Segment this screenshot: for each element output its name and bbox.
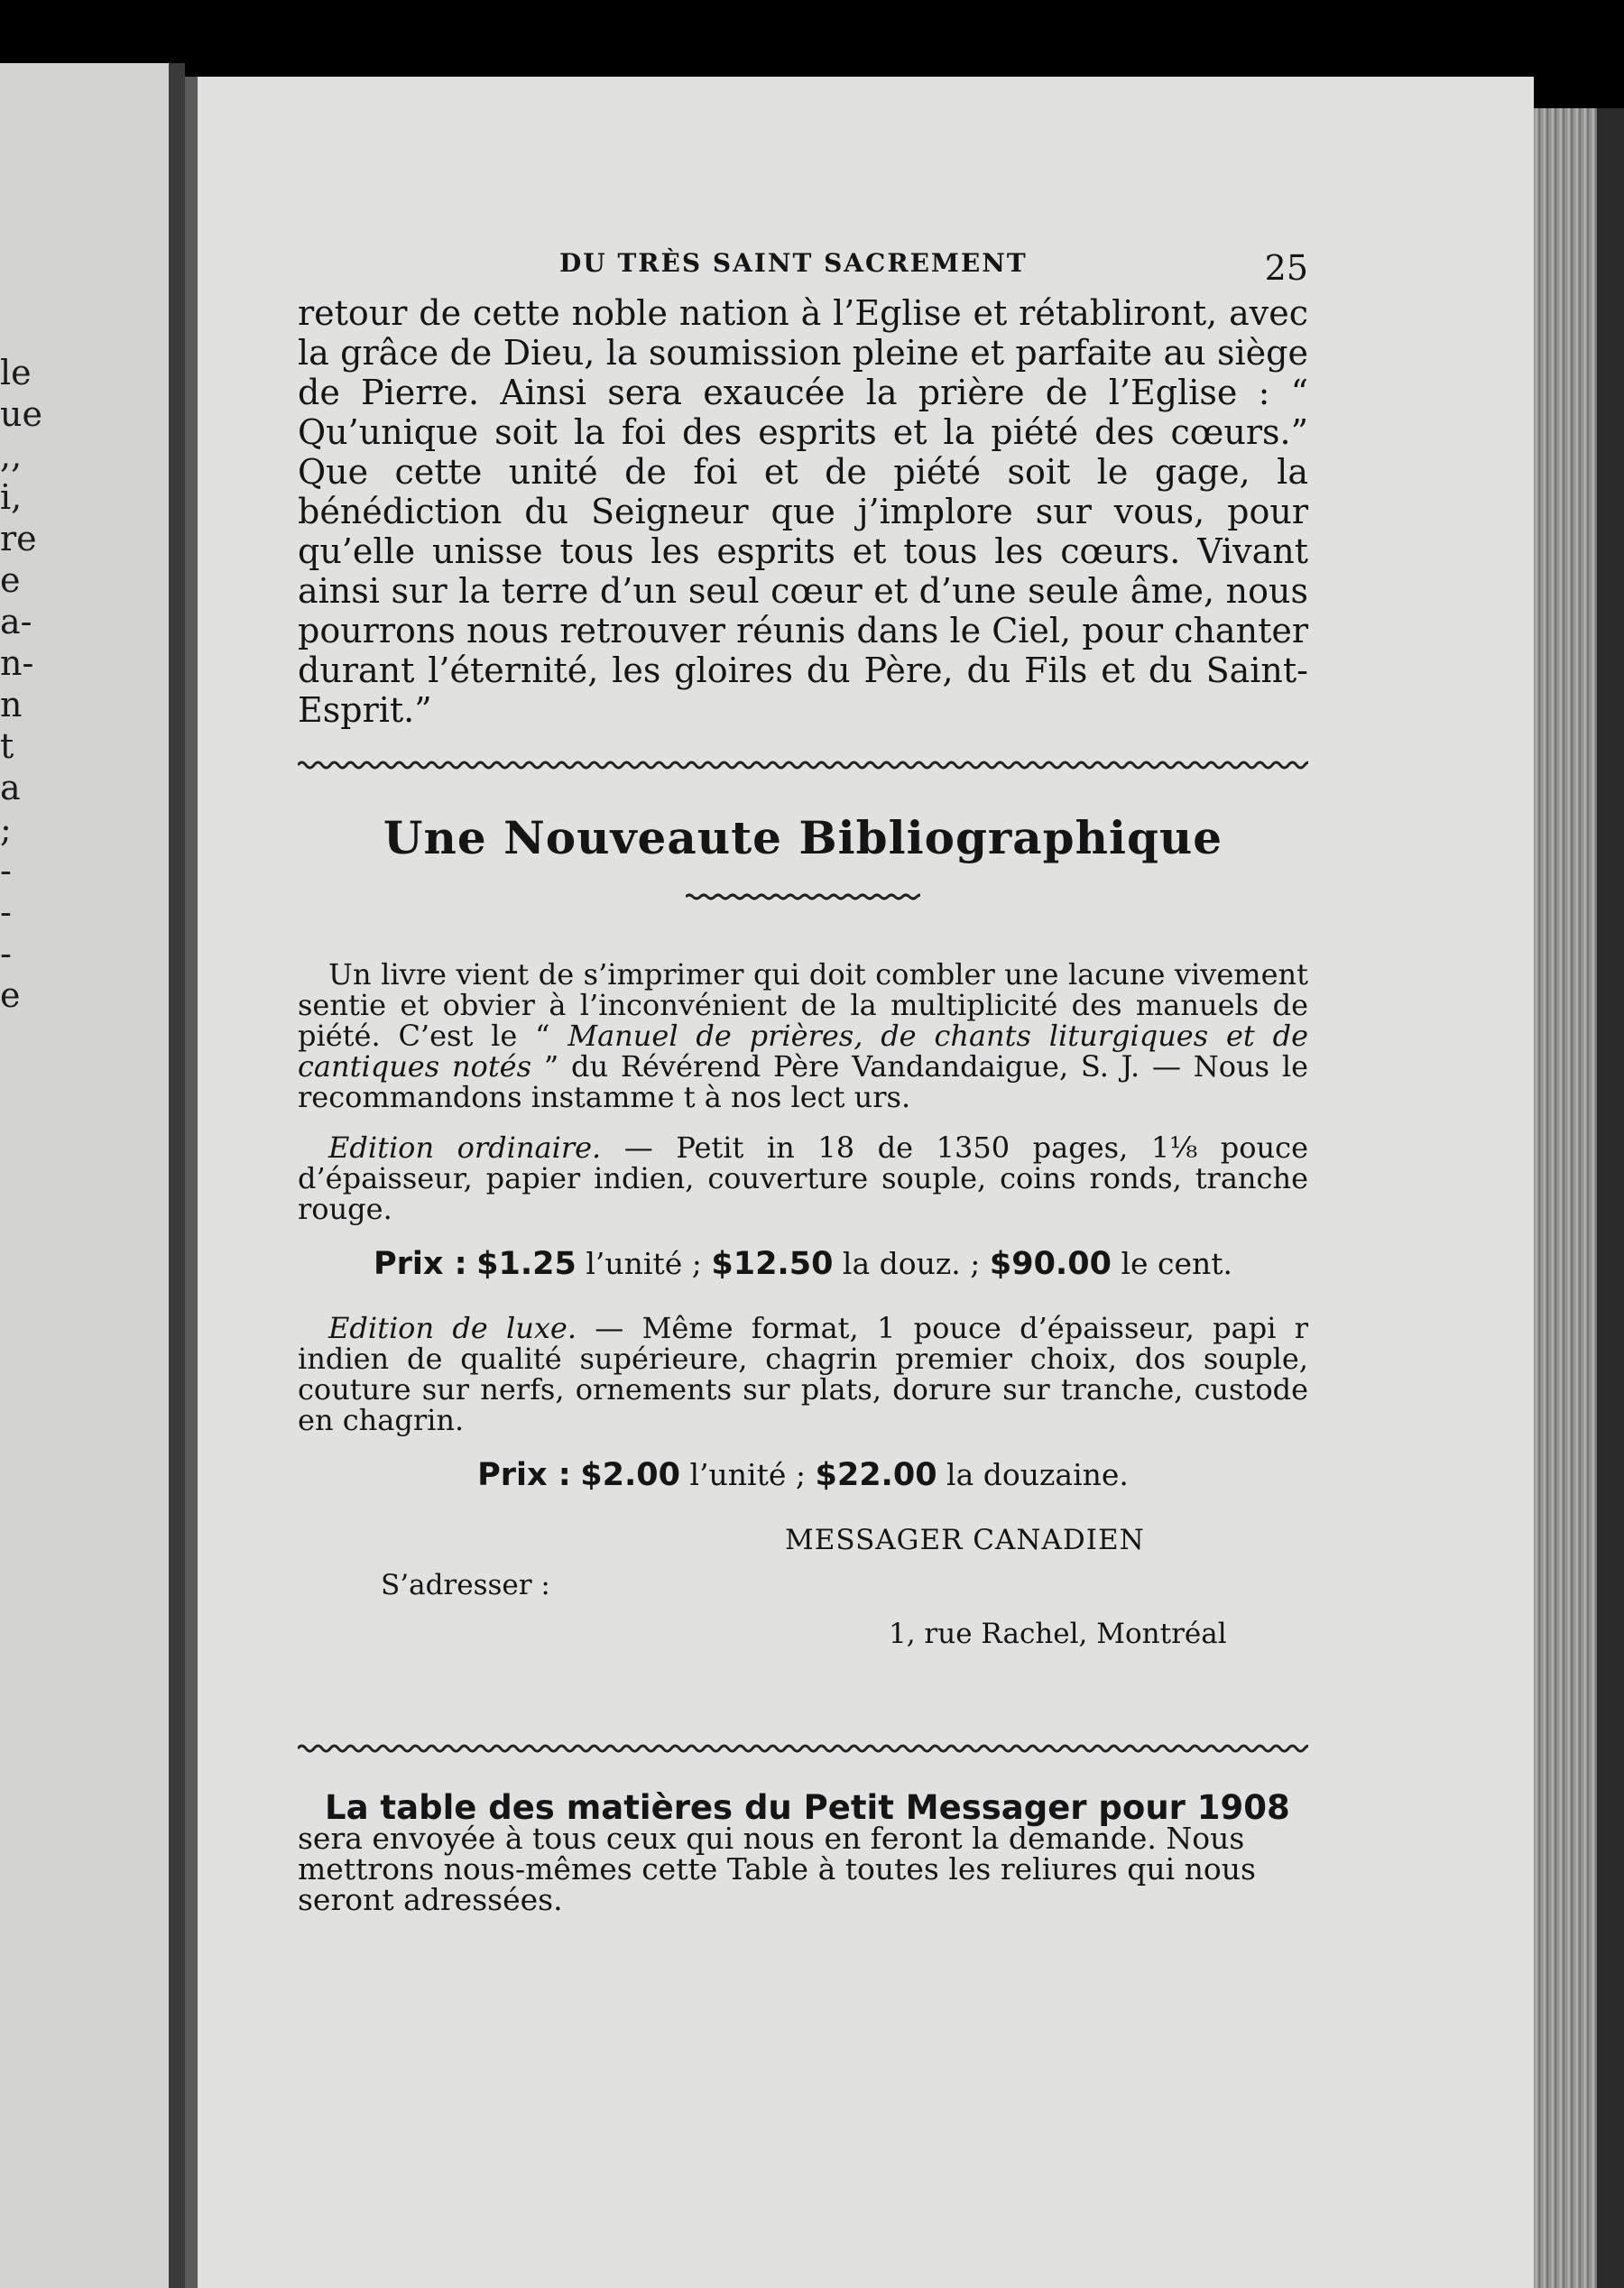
spine-shadow — [169, 63, 185, 2288]
address-block — [298, 1524, 1308, 1713]
left-fragment: a- — [0, 602, 32, 641]
edition-luxe — [298, 1313, 1308, 1435]
announcement-intro — [298, 959, 1308, 1112]
intro-text: Un livre vient de s’imprimer qui doit combler une lacune vivement sentie et obvier à l’inconvénient de la multiplicité des manuels de piété. C’est le “ — [298, 957, 1308, 1053]
street-address: 1, rue Rachel, Montréal — [889, 1618, 1227, 1650]
left-page-text-fragments — [0, 352, 42, 1016]
left-fragment: re — [0, 519, 37, 558]
address-label: S’adresser : — [381, 1569, 550, 1601]
edition-luxe-label: Edition de luxe. — [328, 1311, 577, 1345]
unit-price: $1.25 — [476, 1246, 577, 1282]
left-fragment: i, — [0, 477, 23, 517]
binding-shadow — [185, 77, 198, 2288]
running-head — [298, 248, 1308, 293]
left-fragment: ; — [0, 809, 12, 849]
wavy-divider — [298, 757, 1308, 773]
dozen-price: $22.00 — [815, 1457, 937, 1493]
unit-price: $2.00 — [580, 1457, 680, 1493]
edition-ordinary-text: — Petit in 18 de 1350 pages, 1⅛ pouce d’épaisseur, papier indien, couverture souple, coins ronds, tranche rouge. — [298, 1130, 1309, 1226]
footer-text: sera envoyée à tous ceux qui nous en feront la demande. Nous mettrons nous-mêmes cette Table à toutes les reliures qui nous seront adressées. — [298, 1821, 1256, 1917]
page-edges — [1534, 108, 1624, 2288]
hundred-price: $90.00 — [989, 1246, 1112, 1282]
body-paragraph: retour de cette noble nation à l’Eglise et rétabliront, avec la grâce de Dieu, la soumission pleine et parfaite au siège de Pierre. Ainsi sera exaucée la prière de l’Eglise : “ Qu’unique soit la foi des esprits et la piété des cœurs.” Que cette unité de foi et de piété soit le gage, la bénédiction du Seigneur que j’implore sur vous, pour qu’elle unisse tous les esprits et tous les cœurs. Vivant ainsi sur la terre d’un seul cœur et d’une seule âme, nous pourrons nous retrouver réunis dans le Ciel, pour chanter durant l’éternité, les gloires du Père, du Fils et du Saint-Esprit.” — [298, 293, 1308, 730]
left-fragment: a — [0, 768, 21, 807]
footer-notice — [298, 1788, 1308, 1917]
left-facing-page — [0, 63, 185, 2288]
left-fragment: n — [0, 685, 23, 724]
running-title: DU TRÈS SAINT SACREMENT — [559, 248, 1028, 278]
edition-ordinary-label: Edition ordinaire. — [328, 1130, 602, 1165]
book-title: Manuel de prières, de chants liturgiques et de cantiques notés — [298, 1019, 1309, 1084]
dozen-label: la douz. ; — [842, 1246, 981, 1281]
section-title: Une Nouveaute Bibliographique — [383, 811, 1223, 864]
prix-label: Prix : — [477, 1457, 571, 1493]
left-fragment: t — [0, 726, 14, 766]
book-edge-shadow — [1597, 108, 1624, 2288]
edition-ordinary — [298, 1132, 1308, 1224]
page-content — [298, 248, 1308, 1915]
hundred-label: le cent. — [1121, 1246, 1233, 1281]
short-wavy-divider — [686, 890, 920, 907]
price-line-luxe — [298, 1457, 1308, 1493]
dozen-label: la douzaine. — [946, 1457, 1129, 1492]
left-fragment: - — [0, 934, 12, 973]
left-fragment: e — [0, 975, 21, 1015]
left-fragment: e — [0, 560, 21, 600]
publisher-name: MESSAGER CANADIEN — [785, 1524, 1145, 1556]
footer-heading: La table des matières du Petit Messager pour 1908 — [325, 1788, 1290, 1827]
intro-text-end: ” du Révérend Père Vandandaigue, S. J. — Nous le recommandons instamme t à nos lect urs. — [298, 1049, 1309, 1114]
page-number: 25 — [1264, 248, 1308, 288]
unit-label: l’unité ; — [586, 1246, 702, 1281]
left-fragment: ue — [0, 394, 42, 434]
wavy-divider-bottom — [298, 1740, 1308, 1757]
prix-label: Prix : — [373, 1246, 467, 1282]
left-fragment: - — [0, 851, 12, 890]
left-fragment: ,, — [0, 436, 23, 475]
dozen-price: $12.50 — [711, 1246, 834, 1282]
left-fragment: n- — [0, 643, 34, 683]
edition-luxe-text: — Même format, 1 pouce d’épaisseur, papi r indien de qualité supérieure, chagrin premier choix, dos souple, couture sur nerfs, ornements sur plats, dorure sur tranche, custode en chagrin. — [298, 1311, 1309, 1437]
left-fragment: - — [0, 892, 12, 932]
left-fragment: le — [0, 353, 32, 392]
price-line-ordinary — [298, 1246, 1308, 1282]
unit-label: l’unité ; — [689, 1457, 806, 1492]
